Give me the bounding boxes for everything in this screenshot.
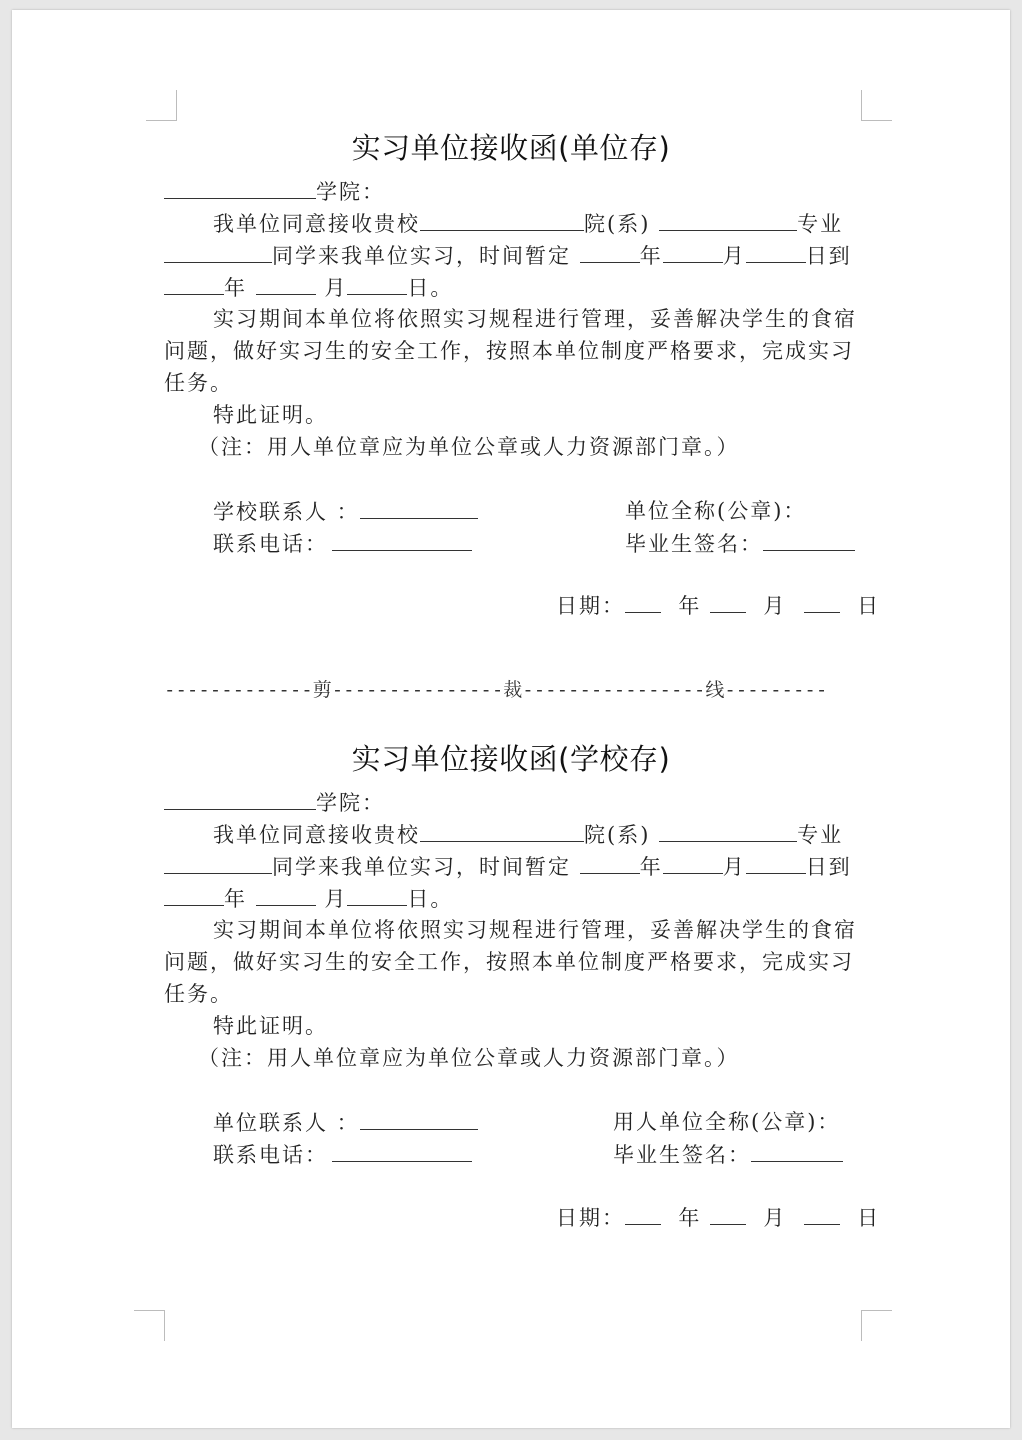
margin-corner-top-right (861, 90, 892, 121)
document-page (12, 10, 1010, 1428)
end-month-blank[interactable] (256, 885, 316, 906)
date-month-text: 月 (763, 594, 787, 618)
signature-label: 毕业生签名： (625, 532, 763, 556)
paragraph-2-line-2: 问题，做好实习生的安全工作，按照本单位制度严格要求，完成实习 (164, 339, 854, 363)
school-blank[interactable] (420, 821, 584, 842)
seal-note: （注：用人单位章应为单位公章或人力资源部门章。） (198, 1046, 740, 1070)
date-line (556, 592, 880, 619)
start-day-blank[interactable] (746, 242, 806, 263)
start-month-blank[interactable] (663, 853, 723, 874)
certification-text: 特此证明。 (213, 1014, 328, 1038)
signature-label: 毕业生签名： (613, 1143, 751, 1167)
date-year-blank[interactable] (625, 1204, 661, 1225)
signature-line (613, 1141, 843, 1168)
year-text: 年 (639, 855, 663, 879)
unit-name-label: 用人单位全称(公章)： (613, 1110, 841, 1134)
date-day-blank[interactable] (804, 1204, 840, 1225)
paragraph-2-line-3: 任务。 (164, 982, 233, 1006)
accept-text: 我单位同意接收贵校 (213, 212, 420, 236)
date-day-text: 日 (857, 1206, 881, 1230)
signature-blank[interactable] (763, 530, 855, 551)
paragraph-1-line-2 (164, 242, 852, 269)
contact-blank[interactable] (360, 498, 478, 519)
date-day-blank[interactable] (804, 592, 840, 613)
date-day-text: 日 (857, 594, 881, 618)
day-to-text: 日到 (805, 244, 852, 268)
month-text: 月 (324, 887, 348, 911)
college-blank[interactable] (164, 178, 316, 199)
dept-blank[interactable] (659, 210, 797, 231)
date-month-text: 月 (763, 1206, 787, 1230)
school-blank[interactable] (420, 210, 584, 231)
accept-text: 我单位同意接收贵校 (213, 823, 420, 847)
date-label: 日期： (556, 1206, 625, 1230)
phone-line (213, 530, 472, 557)
contact-blank[interactable] (360, 1109, 478, 1130)
period-text: 同学来我单位实习，时间暂定 (272, 855, 571, 879)
day-to-text: 日到 (805, 855, 852, 879)
month-text: 月 (722, 855, 746, 879)
major-text: 专业 (797, 212, 844, 236)
signature-line (625, 530, 855, 557)
date-year-text: 年 (678, 594, 702, 618)
paragraph-1-line-3 (164, 274, 453, 301)
paragraph-1-line-1 (213, 821, 843, 848)
paragraph-2-line-3: 任务。 (164, 371, 233, 395)
college-suffix: 学院： (316, 791, 385, 815)
period-text: 同学来我单位实习，时间暂定 (272, 244, 571, 268)
date-month-blank[interactable] (710, 1204, 746, 1225)
margin-corner-bottom-left (134, 1310, 165, 1341)
contact-label: 单位联系人 ： (213, 1111, 360, 1135)
day-text: 日。 (407, 276, 454, 300)
phone-label: 联系电话： (213, 1143, 328, 1167)
end-month-blank[interactable] (256, 274, 316, 295)
margin-corner-bottom-right (861, 1310, 892, 1341)
unit-name-label: 单位全称(公章)： (625, 499, 807, 523)
dept-text: 院(系) (584, 212, 651, 236)
year-text: 年 (224, 887, 247, 911)
dept-text: 院(系) (584, 823, 651, 847)
paragraph-2-line-1: 实习期间本单位将依照实习规程进行管理，妥善解决学生的食宿 (213, 307, 857, 331)
date-month-blank[interactable] (710, 592, 746, 613)
year-text: 年 (639, 244, 663, 268)
phone-line (213, 1141, 472, 1168)
month-text: 月 (722, 244, 746, 268)
month-text: 月 (324, 276, 348, 300)
date-year-text: 年 (678, 1206, 702, 1230)
start-year-blank[interactable] (580, 853, 640, 874)
paragraph-1-line-1 (213, 210, 843, 237)
paragraph-2-line-1: 实习期间本单位将依照实习规程进行管理，妥善解决学生的食宿 (213, 918, 857, 942)
start-month-blank[interactable] (663, 242, 723, 263)
seal-note: （注：用人单位章应为单位公章或人力资源部门章。） (198, 435, 740, 459)
paragraph-1-line-2 (164, 853, 852, 880)
year-text: 年 (224, 276, 247, 300)
contact-label: 学校联系人 ： (213, 500, 360, 524)
phone-label: 联系电话： (213, 532, 328, 556)
college-blank[interactable] (164, 789, 316, 810)
date-line (556, 1204, 880, 1231)
certification-text: 特此证明。 (213, 403, 328, 427)
end-day-blank[interactable] (347, 885, 407, 906)
start-day-blank[interactable] (746, 853, 806, 874)
end-year-blank[interactable] (164, 274, 224, 295)
day-text: 日。 (407, 887, 454, 911)
college-suffix: 学院： (316, 180, 385, 204)
section-title: 实习单位接收函(单位存) (351, 131, 671, 165)
college-line (164, 178, 385, 205)
contact-line (213, 1109, 478, 1136)
paragraph-2-line-2: 问题，做好实习生的安全工作，按照本单位制度严格要求，完成实习 (164, 950, 854, 974)
cut-line: -------------剪---------------裁----------------线--------- (164, 679, 828, 701)
section-title: 实习单位接收函(学校存) (351, 742, 671, 776)
student-name-blank[interactable] (164, 242, 272, 263)
date-label: 日期： (556, 594, 625, 618)
phone-blank[interactable] (332, 530, 472, 551)
date-year-blank[interactable] (625, 592, 661, 613)
phone-blank[interactable] (332, 1141, 472, 1162)
paragraph-1-line-3 (164, 885, 453, 912)
dept-blank[interactable] (659, 821, 797, 842)
college-line (164, 789, 385, 816)
margin-corner-top-left (146, 90, 177, 121)
signature-blank[interactable] (751, 1141, 843, 1162)
end-year-blank[interactable] (164, 885, 224, 906)
end-day-blank[interactable] (347, 274, 407, 295)
contact-line (213, 498, 478, 525)
student-name-blank[interactable] (164, 853, 272, 874)
major-text: 专业 (797, 823, 844, 847)
start-year-blank[interactable] (580, 242, 640, 263)
